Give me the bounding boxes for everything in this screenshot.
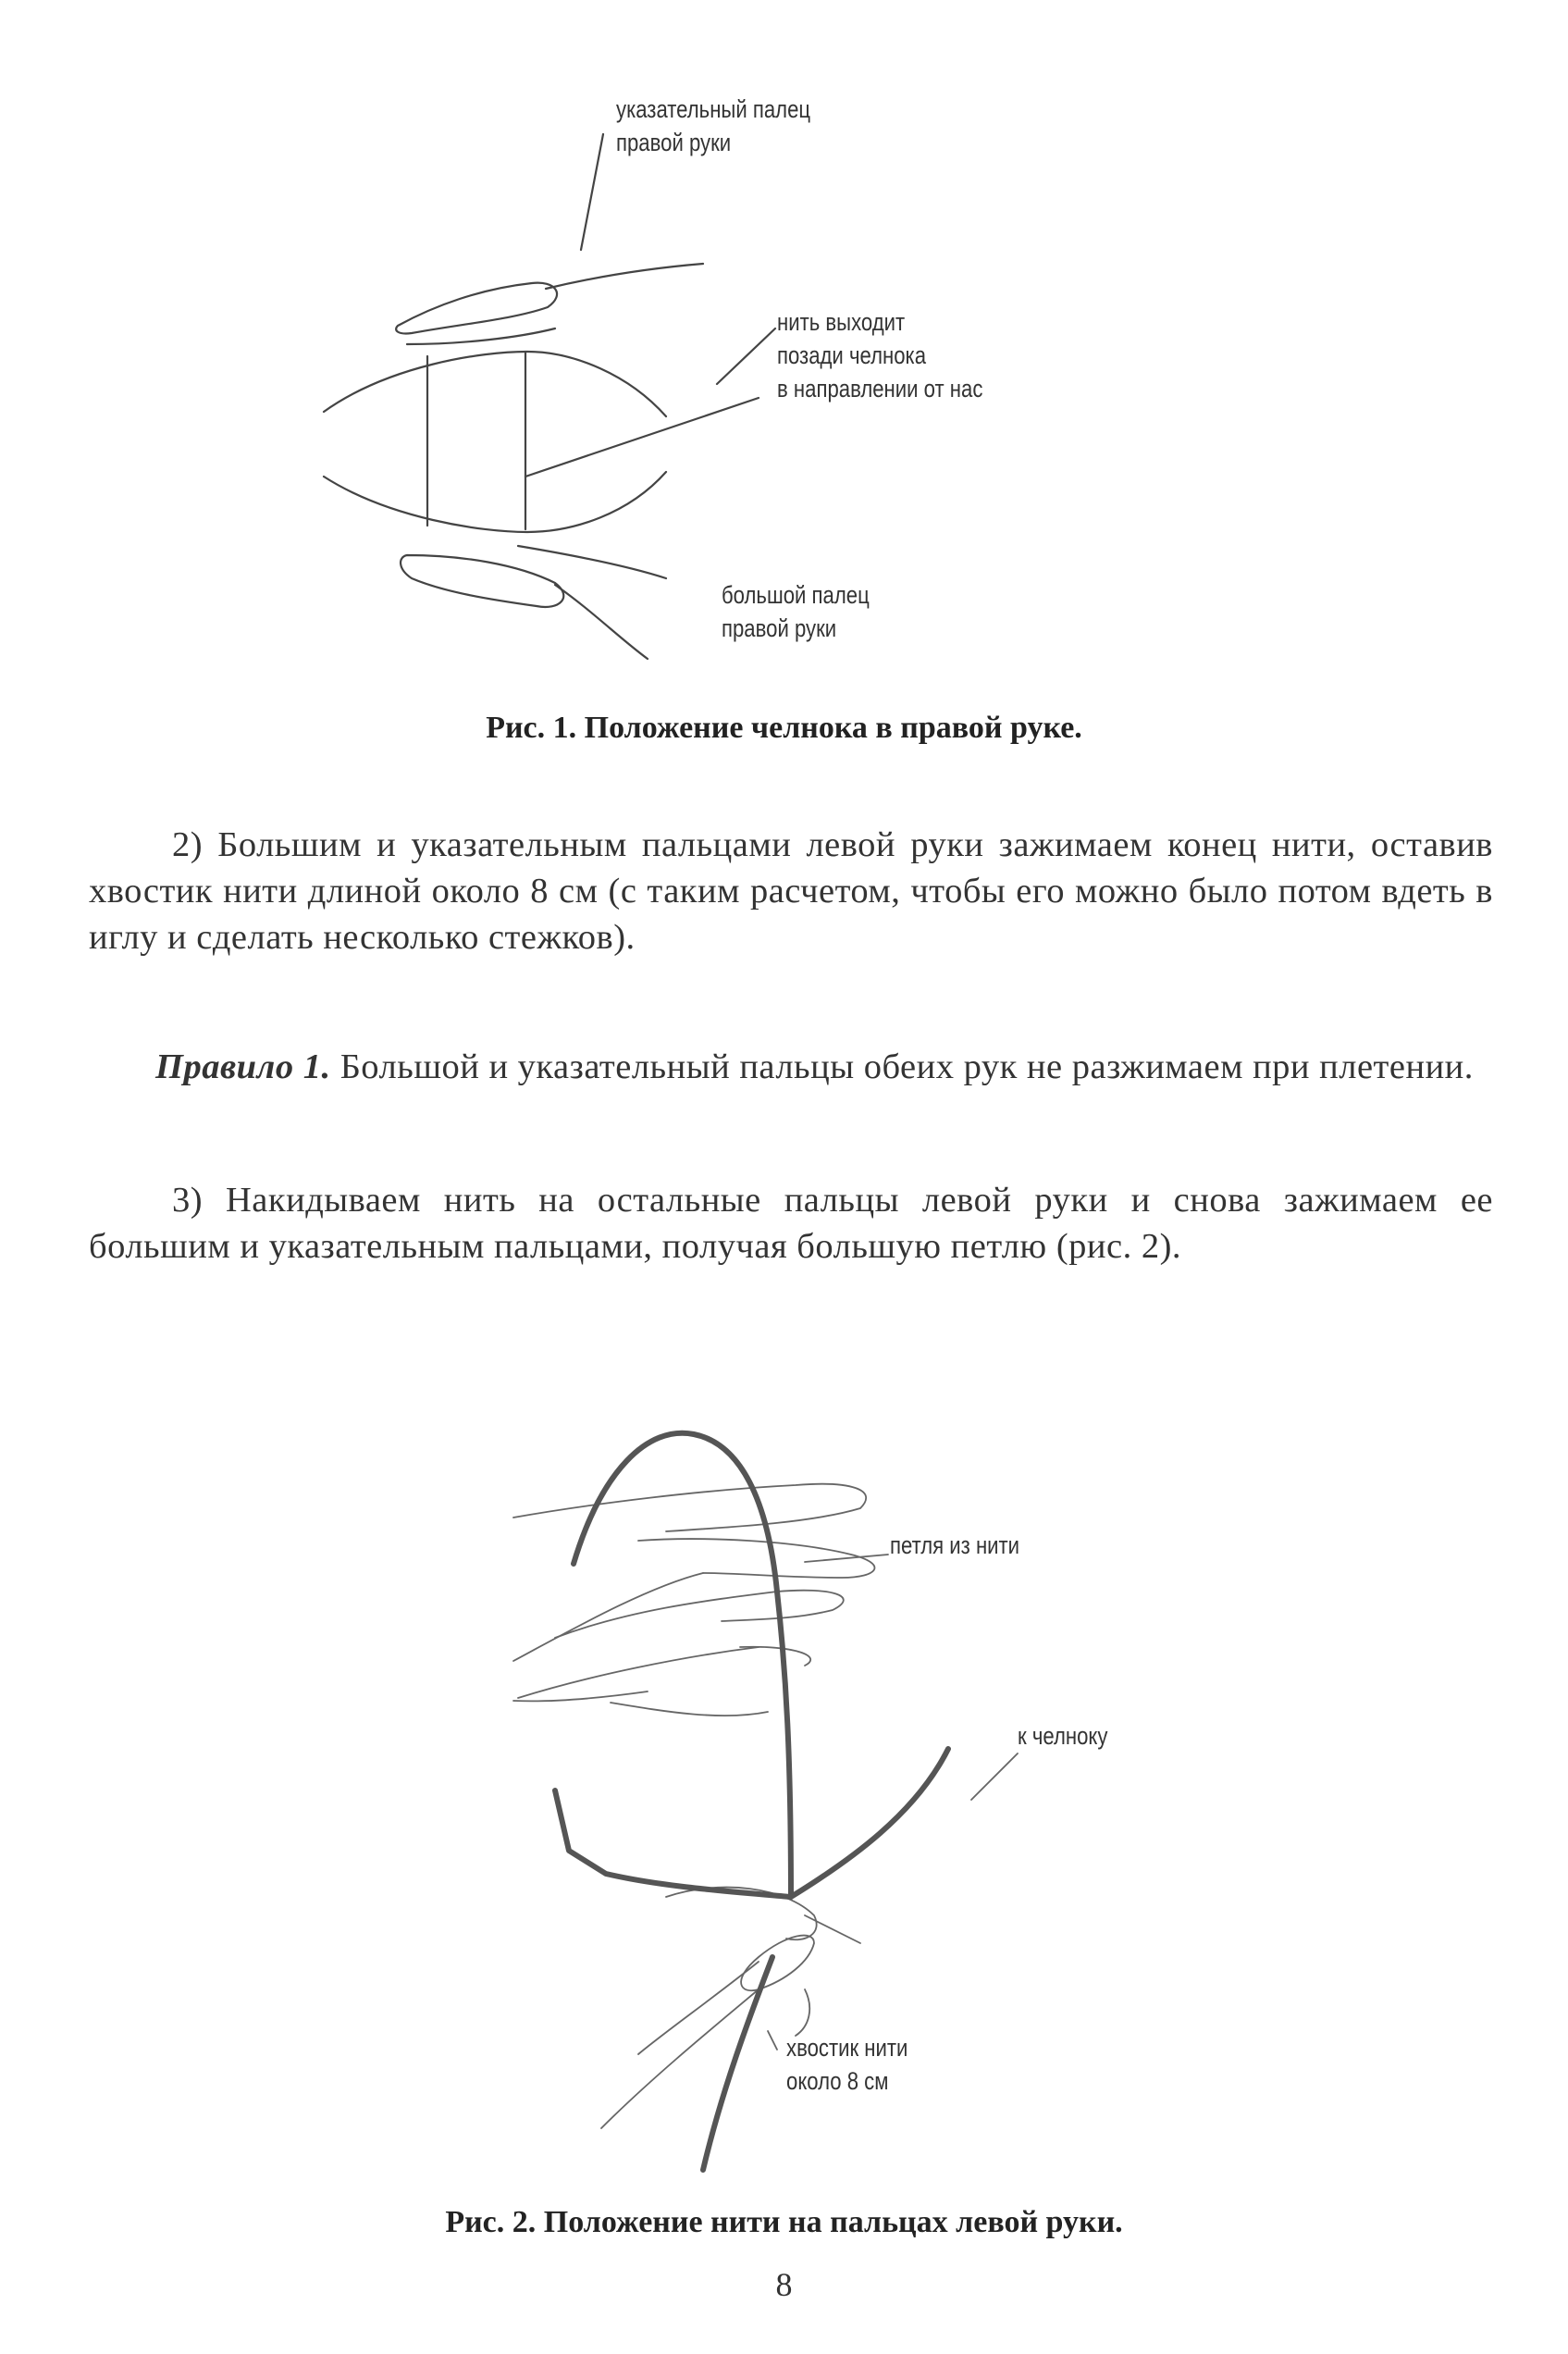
page-number: 8 bbox=[775, 2266, 793, 2303]
thread-tail bbox=[703, 1957, 772, 2170]
rule-1-title: Правило 1. bbox=[155, 1047, 331, 1086]
leader-to-shuttle bbox=[971, 1753, 1018, 1800]
label-to-shuttle: к челноку bbox=[1018, 1722, 1108, 1750]
figure-1-caption: Рис. 1. Положение челнока в правой руке. bbox=[486, 711, 1082, 745]
finger-8 bbox=[555, 1591, 844, 1638]
paragraph-step-2-text: 2) Большим и указательным пальцами левой руки зажимаем конец нити, оставив хвостик нити длиной около 8 см (с таким расчетом, чтобы его можно было потом вдеть в иглу и сделать несколько стежков). bbox=[89, 825, 1493, 957]
label-thumb: большой палец правой руки bbox=[722, 581, 870, 642]
figure-2-caption: Рис. 2. Положение нити на пальцах левой руки. bbox=[445, 2205, 1123, 2239]
leader-tail bbox=[768, 2031, 777, 2050]
label-index-finger: указательный палец правой руки bbox=[616, 95, 811, 156]
thumb-2 bbox=[741, 1936, 814, 1991]
finger-3 bbox=[513, 1573, 703, 1661]
label-tail: хвостик нити около 8 см bbox=[786, 2034, 908, 2095]
thumb-line-c bbox=[796, 1989, 809, 2036]
finger-1 bbox=[513, 1484, 866, 1531]
leader-loop bbox=[805, 1555, 888, 1562]
label-thread-exit: нить выходит позади челнока в направлении от нас bbox=[777, 308, 983, 403]
rule-1-text: Большой и указательный пальцы обеих рук не разжимаем при плетении. bbox=[330, 1047, 1474, 1086]
finger-4 bbox=[518, 1647, 759, 1698]
thread-lower-loop bbox=[555, 1790, 791, 1897]
finger-5 bbox=[740, 1647, 810, 1666]
label-loop: петля из нити bbox=[890, 1531, 1020, 1559]
finger-7 bbox=[611, 1703, 768, 1716]
paragraph-step-3-text: 3) Накидываем нить на остальные пальцы левой руки и снова зажимаем ее большим и указательным пальцами, получая большую петлю (рис. 2). bbox=[89, 1181, 1493, 1266]
thread-to-shuttle bbox=[791, 1749, 948, 1897]
